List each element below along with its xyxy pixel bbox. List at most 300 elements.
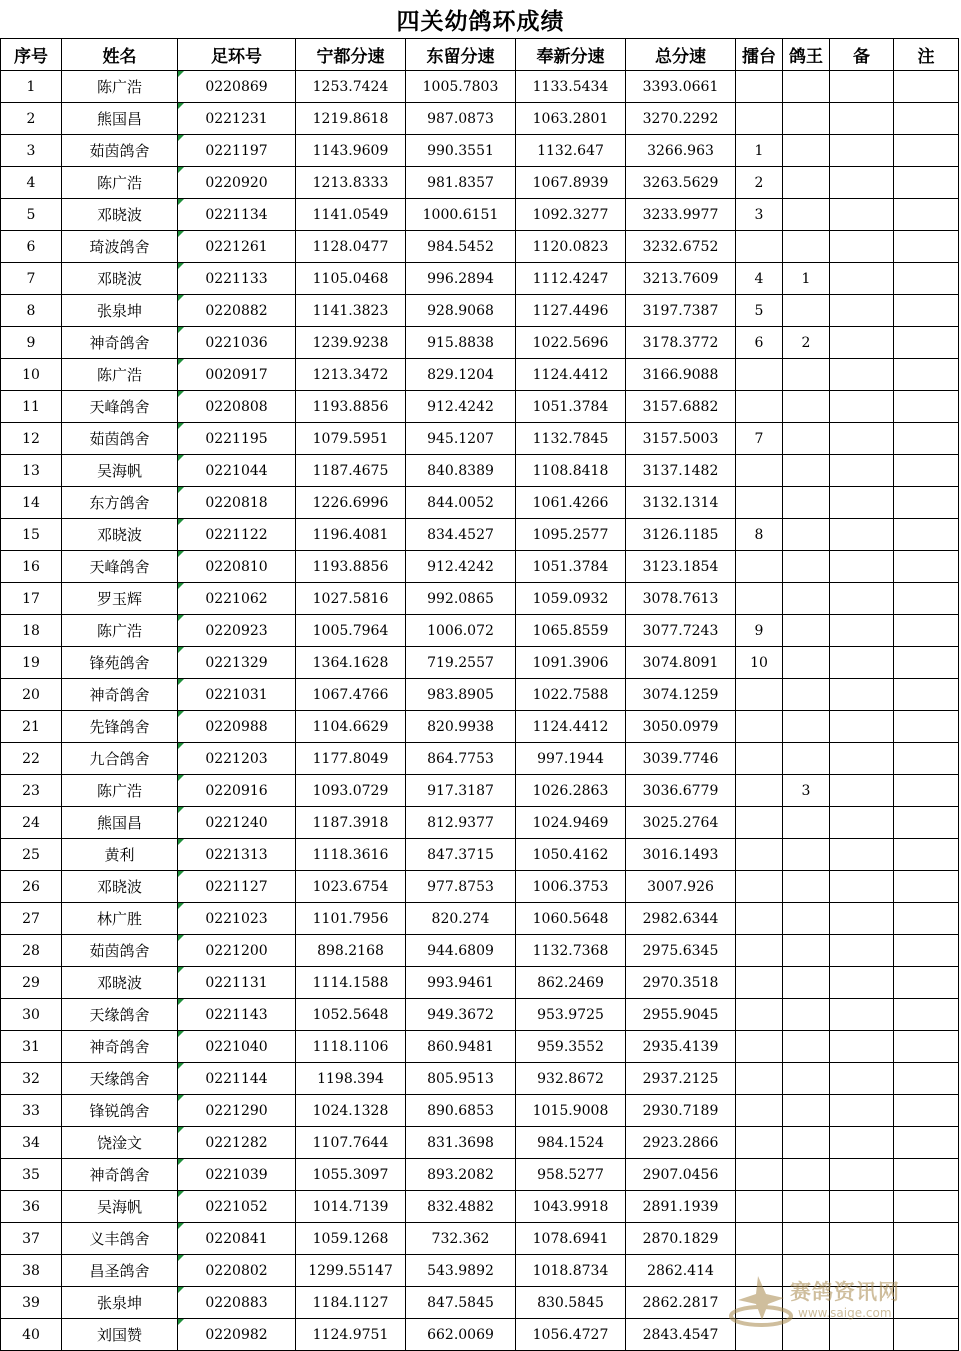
table-row [1, 167, 959, 199]
cell-remark-1 [830, 999, 894, 1031]
cell-leitai [736, 583, 783, 615]
cell-total: 3266.963 [626, 135, 736, 167]
table-row [1, 199, 959, 231]
table-row [1, 935, 959, 967]
cell-fengxin: 1132.7368 [516, 935, 626, 967]
cell-total: 3123.1854 [626, 551, 736, 583]
cell-ningdu: 1143.9609 [296, 135, 406, 167]
cell-name: 陈广浩 [62, 167, 178, 199]
cell-fengxin: 1022.7588 [516, 679, 626, 711]
cell-ring: 0220802 [178, 1255, 296, 1287]
cell-name: 神奇鸽舍 [62, 1159, 178, 1191]
cell-fengxin: 1022.5696 [516, 327, 626, 359]
cell-leitai: 5 [736, 295, 783, 327]
cell-remark-1 [830, 743, 894, 775]
cell-fengxin: 1018.8734 [516, 1255, 626, 1287]
cell-ring: 0221282 [178, 1127, 296, 1159]
cell-name: 刘国赞 [62, 1319, 178, 1351]
cell-total: 3263.5629 [626, 167, 736, 199]
cell-leitai: 8 [736, 519, 783, 551]
cell-ring: 0221197 [178, 135, 296, 167]
cell-index: 32 [1, 1063, 62, 1095]
cell-leitai [736, 1127, 783, 1159]
header-total: 总分速 [626, 39, 736, 71]
cell-dongliu: 893.2082 [406, 1159, 516, 1191]
cell-gewang [783, 359, 830, 391]
cell-total: 3197.7387 [626, 295, 736, 327]
cell-name: 黄利 [62, 839, 178, 871]
cell-name: 东方鸽舍 [62, 487, 178, 519]
table-row [1, 1095, 959, 1127]
cell-ring: 0220883 [178, 1287, 296, 1319]
cell-dongliu: 732.362 [406, 1223, 516, 1255]
cell-index: 3 [1, 135, 62, 167]
cell-remark-2 [894, 999, 959, 1031]
header-row [1, 39, 959, 71]
cell-fengxin: 1024.9469 [516, 807, 626, 839]
cell-total: 2955.9045 [626, 999, 736, 1031]
cell-gewang [783, 807, 830, 839]
table-row [1, 679, 959, 711]
cell-ningdu: 1055.3097 [296, 1159, 406, 1191]
cell-gewang [783, 711, 830, 743]
cell-dongliu: 831.3698 [406, 1127, 516, 1159]
cell-ningdu: 1193.8856 [296, 391, 406, 423]
cell-remark-1 [830, 1159, 894, 1191]
cell-gewang [783, 999, 830, 1031]
cell-dongliu: 847.3715 [406, 839, 516, 871]
cell-fengxin: 1132.647 [516, 135, 626, 167]
results-table [0, 38, 959, 1351]
table-row [1, 231, 959, 263]
cell-index: 25 [1, 839, 62, 871]
cell-index: 23 [1, 775, 62, 807]
cell-remark-1 [830, 647, 894, 679]
cell-ring: 0221240 [178, 807, 296, 839]
cell-fengxin: 1078.6941 [516, 1223, 626, 1255]
cell-ningdu: 1014.7139 [296, 1191, 406, 1223]
cell-dongliu: 840.8389 [406, 455, 516, 487]
cell-dongliu: 981.8357 [406, 167, 516, 199]
cell-fengxin: 830.5845 [516, 1287, 626, 1319]
cell-leitai [736, 1063, 783, 1095]
cell-ring: 0221313 [178, 839, 296, 871]
cell-ring: 0221134 [178, 199, 296, 231]
cell-total: 3178.3772 [626, 327, 736, 359]
table-row [1, 615, 959, 647]
cell-index: 28 [1, 935, 62, 967]
cell-fengxin: 1067.8939 [516, 167, 626, 199]
cell-leitai [736, 71, 783, 103]
cell-total: 3074.1259 [626, 679, 736, 711]
cell-gewang [783, 423, 830, 455]
cell-dongliu: 812.9377 [406, 807, 516, 839]
cell-gewang [783, 1191, 830, 1223]
cell-remark-2 [894, 519, 959, 551]
cell-ring: 0221062 [178, 583, 296, 615]
cell-total: 3137.1482 [626, 455, 736, 487]
cell-remark-2 [894, 199, 959, 231]
cell-name: 神奇鸽舍 [62, 1031, 178, 1063]
cell-ring: 0220916 [178, 775, 296, 807]
cell-remark-1 [830, 583, 894, 615]
cell-gewang [783, 487, 830, 519]
cell-name: 锋锐鸽舍 [62, 1095, 178, 1127]
cell-fengxin: 1006.3753 [516, 871, 626, 903]
table-row [1, 647, 959, 679]
cell-leitai [736, 1095, 783, 1127]
table-row [1, 743, 959, 775]
cell-name: 罗玉辉 [62, 583, 178, 615]
cell-leitai [736, 839, 783, 871]
cell-remark-2 [894, 1191, 959, 1223]
table-row [1, 1063, 959, 1095]
cell-ningdu: 1187.3918 [296, 807, 406, 839]
cell-gewang [783, 103, 830, 135]
cell-remark-1 [830, 167, 894, 199]
cell-gewang: 2 [783, 327, 830, 359]
cell-gewang [783, 519, 830, 551]
table-row [1, 1191, 959, 1223]
cell-total: 3077.7243 [626, 615, 736, 647]
table-row [1, 103, 959, 135]
cell-fengxin: 953.9725 [516, 999, 626, 1031]
cell-leitai: 6 [736, 327, 783, 359]
cell-total: 2935.4139 [626, 1031, 736, 1063]
cell-gewang [783, 871, 830, 903]
cell-total: 2862.2817 [626, 1287, 736, 1319]
cell-remark-2 [894, 775, 959, 807]
cell-name: 陈广浩 [62, 615, 178, 647]
cell-leitai [736, 103, 783, 135]
header-remark-2: 注 [894, 39, 959, 71]
cell-index: 6 [1, 231, 62, 263]
cell-remark-1 [830, 1191, 894, 1223]
cell-fengxin: 958.5277 [516, 1159, 626, 1191]
cell-fengxin: 1133.5434 [516, 71, 626, 103]
cell-dongliu: 949.3672 [406, 999, 516, 1031]
table-row [1, 807, 959, 839]
cell-leitai [736, 487, 783, 519]
cell-ring: 0221144 [178, 1063, 296, 1095]
cell-index: 30 [1, 999, 62, 1031]
cell-name: 九合鸽舍 [62, 743, 178, 775]
cell-total: 3393.0661 [626, 71, 736, 103]
cell-ningdu: 1027.5816 [296, 583, 406, 615]
cell-dongliu: 847.5845 [406, 1287, 516, 1319]
table-row [1, 711, 959, 743]
cell-leitai [736, 775, 783, 807]
cell-total: 2891.1939 [626, 1191, 736, 1223]
cell-total: 2975.6345 [626, 935, 736, 967]
cell-remark-2 [894, 103, 959, 135]
cell-ningdu: 1024.1328 [296, 1095, 406, 1127]
header-leitai: 擂台 [736, 39, 783, 71]
cell-gewang [783, 391, 830, 423]
cell-remark-1 [830, 71, 894, 103]
cell-leitai [736, 807, 783, 839]
cell-name: 饶淦文 [62, 1127, 178, 1159]
cell-dongliu: 912.4242 [406, 551, 516, 583]
cell-name: 天缘鸽舍 [62, 1063, 178, 1095]
cell-remark-2 [894, 231, 959, 263]
header-index: 序号 [1, 39, 62, 71]
table-row [1, 1223, 959, 1255]
table-row [1, 327, 959, 359]
cell-fengxin: 959.3552 [516, 1031, 626, 1063]
cell-ningdu: 1059.1268 [296, 1223, 406, 1255]
cell-dongliu: 890.6853 [406, 1095, 516, 1127]
cell-gewang [783, 1223, 830, 1255]
cell-total: 3213.7609 [626, 263, 736, 295]
cell-index: 4 [1, 167, 62, 199]
cell-total: 3157.5003 [626, 423, 736, 455]
cell-ring: 0220923 [178, 615, 296, 647]
cell-gewang [783, 679, 830, 711]
cell-name: 邓晓波 [62, 519, 178, 551]
cell-index: 20 [1, 679, 62, 711]
header-dongliu: 东留分速 [406, 39, 516, 71]
cell-ring: 0221261 [178, 231, 296, 263]
cell-remark-2 [894, 839, 959, 871]
cell-remark-1 [830, 967, 894, 999]
cell-remark-2 [894, 551, 959, 583]
table-row [1, 967, 959, 999]
cell-remark-1 [830, 327, 894, 359]
cell-remark-1 [830, 1031, 894, 1063]
table-row [1, 999, 959, 1031]
table-row [1, 903, 959, 935]
cell-dongliu: 983.8905 [406, 679, 516, 711]
cell-remark-2 [894, 391, 959, 423]
page-title: 四关幼鸽环成绩 [396, 8, 565, 35]
cell-ningdu: 1177.8049 [296, 743, 406, 775]
cell-ring: 0221200 [178, 935, 296, 967]
cell-dongliu: 1006.072 [406, 615, 516, 647]
cell-leitai [736, 1223, 783, 1255]
cell-ring: 0020917 [178, 359, 296, 391]
cell-ningdu: 1104.6629 [296, 711, 406, 743]
cell-leitai: 7 [736, 423, 783, 455]
cell-name: 茹茵鸽舍 [62, 935, 178, 967]
cell-remark-2 [894, 263, 959, 295]
cell-dongliu: 993.9461 [406, 967, 516, 999]
cell-remark-1 [830, 615, 894, 647]
cell-total: 3126.1185 [626, 519, 736, 551]
cell-ningdu: 1118.3616 [296, 839, 406, 871]
cell-fengxin: 1043.9918 [516, 1191, 626, 1223]
cell-leitai [736, 1031, 783, 1063]
watermark-url: www.saige.com [798, 1306, 892, 1320]
cell-ningdu: 1141.0549 [296, 199, 406, 231]
cell-total: 2930.7189 [626, 1095, 736, 1127]
cell-ring: 0221195 [178, 423, 296, 455]
cell-gewang: 1 [783, 263, 830, 295]
cell-total: 3232.6752 [626, 231, 736, 263]
cell-remark-1 [830, 391, 894, 423]
table-row [1, 391, 959, 423]
cell-fengxin: 1059.0932 [516, 583, 626, 615]
cell-dongliu: 834.4527 [406, 519, 516, 551]
cell-remark-2 [894, 295, 959, 327]
cell-remark-1 [830, 679, 894, 711]
cell-index: 15 [1, 519, 62, 551]
cell-remark-1 [830, 135, 894, 167]
cell-gewang [783, 903, 830, 935]
cell-total: 2870.1829 [626, 1223, 736, 1255]
cell-ring: 0221290 [178, 1095, 296, 1127]
header-ring: 足环号 [178, 39, 296, 71]
cell-ring: 0220841 [178, 1223, 296, 1255]
cell-name: 熊国昌 [62, 103, 178, 135]
cell-name: 茹茵鸽舍 [62, 135, 178, 167]
cell-remark-1 [830, 711, 894, 743]
cell-dongliu: 990.3551 [406, 135, 516, 167]
cell-ningdu: 1005.7964 [296, 615, 406, 647]
cell-ningdu: 1101.7956 [296, 903, 406, 935]
cell-remark-1 [830, 1063, 894, 1095]
cell-index: 38 [1, 1255, 62, 1287]
cell-index: 8 [1, 295, 62, 327]
cell-ningdu: 1105.0468 [296, 263, 406, 295]
cell-gewang [783, 967, 830, 999]
cell-fengxin: 1026.2863 [516, 775, 626, 807]
cell-ningdu: 1299.55147 [296, 1255, 406, 1287]
cell-gewang [783, 1159, 830, 1191]
cell-gewang [783, 1031, 830, 1063]
cell-fengxin: 862.2469 [516, 967, 626, 999]
table-row [1, 775, 959, 807]
cell-index: 24 [1, 807, 62, 839]
cell-ningdu: 1187.4675 [296, 455, 406, 487]
cell-remark-1 [830, 359, 894, 391]
cell-index: 35 [1, 1159, 62, 1191]
cell-leitai: 9 [736, 615, 783, 647]
cell-fengxin: 1061.4266 [516, 487, 626, 519]
cell-gewang [783, 455, 830, 487]
cell-ningdu: 1118.1106 [296, 1031, 406, 1063]
table-row [1, 1159, 959, 1191]
cell-leitai [736, 391, 783, 423]
cell-remark-2 [894, 647, 959, 679]
cell-ring: 0220869 [178, 71, 296, 103]
cell-ningdu: 1124.9751 [296, 1319, 406, 1351]
cell-leitai [736, 711, 783, 743]
cell-leitai: 2 [736, 167, 783, 199]
cell-index: 29 [1, 967, 62, 999]
cell-remark-2 [894, 1063, 959, 1095]
cell-remark-1 [830, 807, 894, 839]
cell-ring: 0221329 [178, 647, 296, 679]
cell-dongliu: 977.8753 [406, 871, 516, 903]
cell-index: 36 [1, 1191, 62, 1223]
cell-gewang [783, 199, 830, 231]
cell-index: 13 [1, 455, 62, 487]
cell-dongliu: 1000.6151 [406, 199, 516, 231]
cell-remark-2 [894, 743, 959, 775]
cell-name: 张泉坤 [62, 295, 178, 327]
cell-remark-2 [894, 359, 959, 391]
cell-gewang [783, 167, 830, 199]
cell-total: 3036.6779 [626, 775, 736, 807]
cell-ningdu: 1364.1628 [296, 647, 406, 679]
cell-leitai: 3 [736, 199, 783, 231]
cell-leitai [736, 679, 783, 711]
cell-gewang [783, 935, 830, 967]
cell-ring: 0220882 [178, 295, 296, 327]
cell-dongliu: 844.0052 [406, 487, 516, 519]
cell-index: 27 [1, 903, 62, 935]
cell-index: 31 [1, 1031, 62, 1063]
header-name: 姓名 [62, 39, 178, 71]
cell-dongliu: 820.274 [406, 903, 516, 935]
cell-leitai [736, 999, 783, 1031]
cell-ring: 0221127 [178, 871, 296, 903]
cell-ningdu: 1219.8618 [296, 103, 406, 135]
cell-index: 1 [1, 71, 62, 103]
table-row [1, 423, 959, 455]
cell-fengxin: 1092.3277 [516, 199, 626, 231]
cell-index: 2 [1, 103, 62, 135]
cell-name: 邓晓波 [62, 199, 178, 231]
cell-total: 3132.1314 [626, 487, 736, 519]
cell-ningdu: 1093.0729 [296, 775, 406, 807]
cell-remark-1 [830, 423, 894, 455]
cell-remark-2 [894, 1159, 959, 1191]
cell-fengxin: 1091.3906 [516, 647, 626, 679]
cell-ring: 0220982 [178, 1319, 296, 1351]
cell-fengxin: 1124.4412 [516, 711, 626, 743]
cell-remark-2 [894, 327, 959, 359]
cell-leitai [736, 871, 783, 903]
cell-ring: 0221131 [178, 967, 296, 999]
cell-index: 17 [1, 583, 62, 615]
cell-total: 2982.6344 [626, 903, 736, 935]
cell-index: 19 [1, 647, 62, 679]
cell-index: 34 [1, 1127, 62, 1159]
cell-dongliu: 820.9938 [406, 711, 516, 743]
cell-remark-1 [830, 199, 894, 231]
cell-ningdu: 1184.1127 [296, 1287, 406, 1319]
cell-ningdu: 1079.5951 [296, 423, 406, 455]
cell-ring: 0221036 [178, 327, 296, 359]
cell-gewang [783, 551, 830, 583]
cell-ring: 0221203 [178, 743, 296, 775]
cell-ring: 0221039 [178, 1159, 296, 1191]
cell-dongliu: 984.5452 [406, 231, 516, 263]
cell-ring: 0220810 [178, 551, 296, 583]
cell-total: 2907.0456 [626, 1159, 736, 1191]
cell-ring: 0221040 [178, 1031, 296, 1063]
cell-ring: 0221023 [178, 903, 296, 935]
cell-fengxin: 1120.0823 [516, 231, 626, 263]
cell-dongliu: 1005.7803 [406, 71, 516, 103]
cell-index: 10 [1, 359, 62, 391]
cell-ningdu: 1196.4081 [296, 519, 406, 551]
cell-ningdu: 1114.1588 [296, 967, 406, 999]
cell-total: 3025.2764 [626, 807, 736, 839]
cell-name: 熊国昌 [62, 807, 178, 839]
cell-index: 22 [1, 743, 62, 775]
cell-remark-1 [830, 1095, 894, 1127]
cell-fengxin: 1015.9008 [516, 1095, 626, 1127]
cell-remark-1 [830, 487, 894, 519]
cell-remark-1 [830, 263, 894, 295]
cell-name: 昌圣鸽舍 [62, 1255, 178, 1287]
cell-leitai [736, 1159, 783, 1191]
header-ningdu: 宁都分速 [296, 39, 406, 71]
cell-ningdu: 1193.8856 [296, 551, 406, 583]
